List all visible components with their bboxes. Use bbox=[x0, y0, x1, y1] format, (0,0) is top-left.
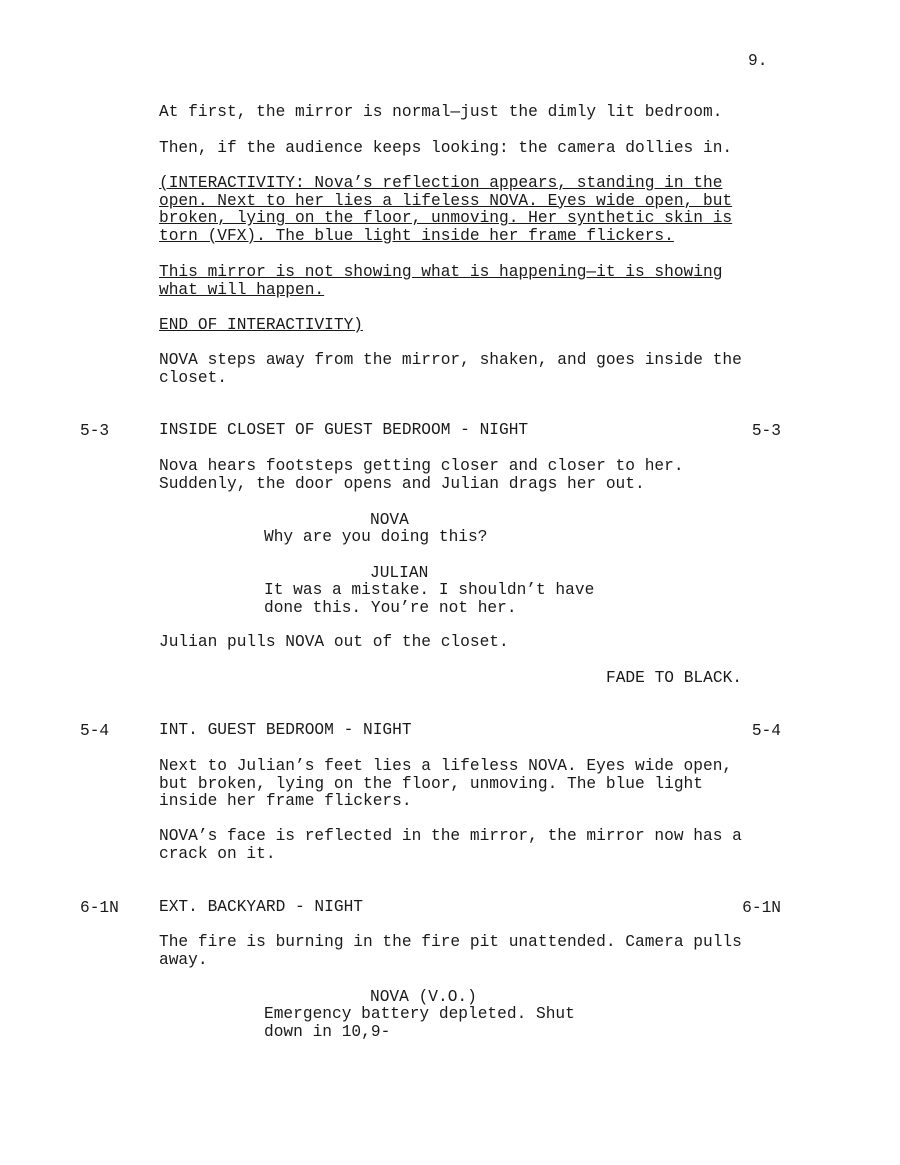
transition: FADE TO BLACK. bbox=[606, 669, 742, 687]
scene-number-left: 5-4 bbox=[80, 722, 110, 740]
action-paragraph: NOVA steps away from the mirror, shaken, and goes inside the closet. bbox=[159, 351, 742, 387]
dialogue-line: It was a mistake. I shouldn’t have done this. You’re not her. bbox=[264, 581, 595, 617]
character-name: JULIAN bbox=[370, 564, 429, 582]
scene-heading: INSIDE CLOSET OF GUEST BEDROOM - NIGHT bbox=[159, 421, 529, 439]
character-name: NOVA bbox=[370, 511, 409, 529]
scene-heading: EXT. BACKYARD - NIGHT bbox=[159, 898, 363, 916]
scene-number-right: 5-3 bbox=[751, 422, 781, 440]
interactivity-note: (INTERACTIVITY: Nova’s reflection appears, standing in the open. Next to her lies a lifeless NOVA. Eyes wide open, but broken, lying on the floor, unmoving. Her synthetic skin is torn (VFX). The blue light inside her frame flickers. bbox=[159, 174, 733, 245]
action-paragraph: Next to Julian’s feet lies a lifeless NOVA. Eyes wide open, but broken, lying on the floor, unmoving. The blue light inside her frame flickers. bbox=[159, 757, 733, 811]
scene-heading: INT. GUEST BEDROOM - NIGHT bbox=[159, 721, 412, 739]
scene-number-left: 5-3 bbox=[80, 422, 110, 440]
page-number: 9. bbox=[748, 52, 768, 70]
action-paragraph: Then, if the audience keeps looking: the camera dollies in. bbox=[159, 139, 733, 157]
character-name: NOVA (V.O.) bbox=[370, 988, 477, 1006]
action-paragraph: At first, the mirror is normal—just the dimly lit bedroom. bbox=[159, 103, 723, 121]
dialogue-line: Emergency battery depleted. Shut down in 10,9- bbox=[264, 1005, 575, 1041]
interactivity-end: END OF INTERACTIVITY) bbox=[159, 316, 363, 334]
interactivity-note: This mirror is not showing what is happening—it is showing what will happen. bbox=[159, 263, 723, 299]
dialogue-line: Why are you doing this? bbox=[264, 528, 488, 546]
action-paragraph: Nova hears footsteps getting closer and closer to her. Suddenly, the door opens and Julian drags her out. bbox=[159, 457, 684, 493]
action-paragraph: The fire is burning in the fire pit unattended. Camera pulls away. bbox=[159, 933, 742, 969]
action-paragraph: Julian pulls NOVA out of the closet. bbox=[159, 633, 509, 651]
scene-number-left: 6-1N bbox=[80, 899, 119, 917]
scene-number-right: 6-1N bbox=[742, 899, 781, 917]
scene-number-right: 5-4 bbox=[751, 722, 781, 740]
action-paragraph: NOVA’s face is reflected in the mirror, the mirror now has a crack on it. bbox=[159, 827, 742, 863]
